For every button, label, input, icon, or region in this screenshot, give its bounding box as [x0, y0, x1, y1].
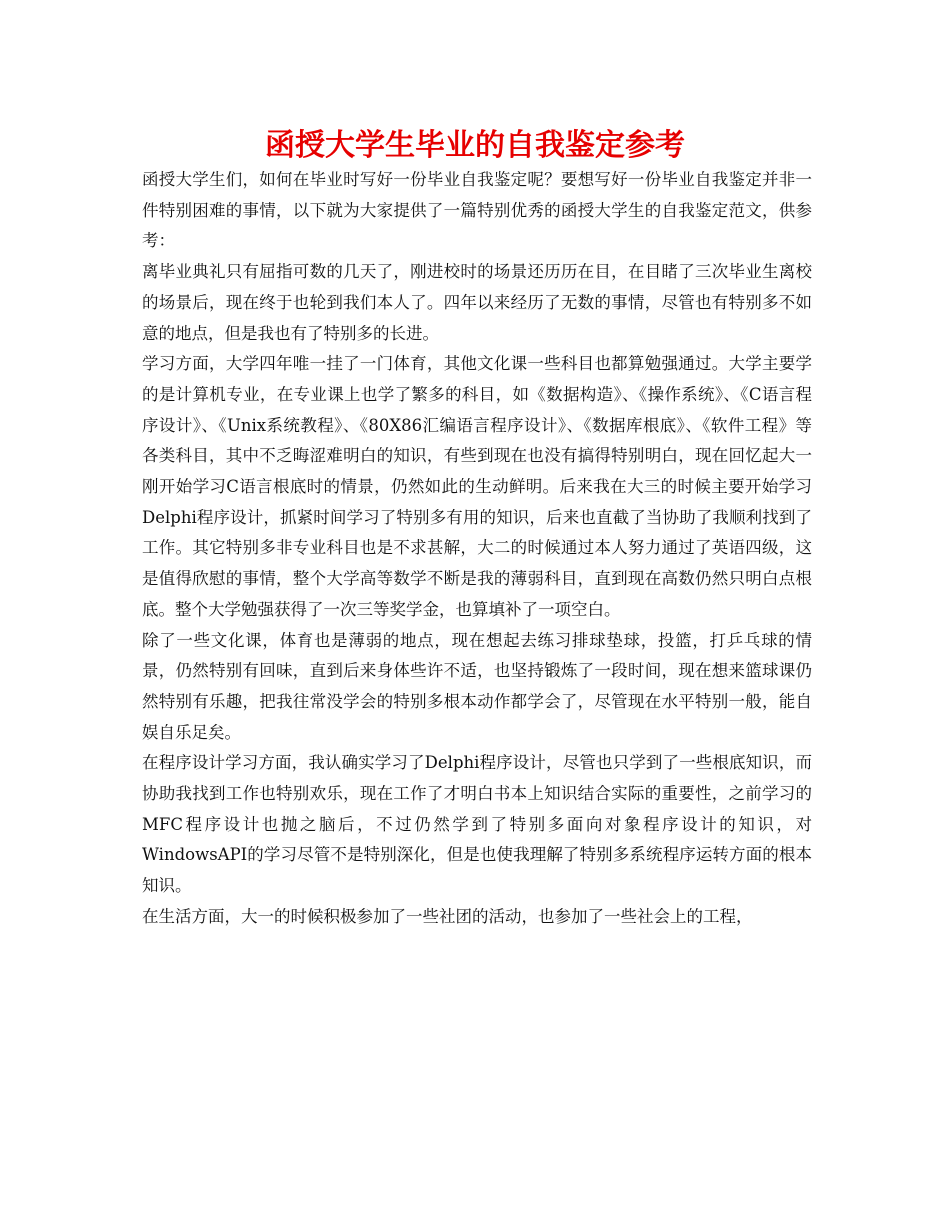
paragraph-study: 学习方面，大学四年唯一挂了一门体育，其他文化课一些科目也都算勉强通过。大学主要学的是计算机专业，在专业课上也学了繁多的科目，如《数据构造》、《操作系统》、《C语言程序设计》、《Unix系统教程》、《80X86汇编语言程序设计》、《数据库根底》、《软件工程》等各类科目，其中不乏晦涩难明白的知识，有些到现在也没有搞得特别明白，现在回忆起大一刚开始学习C语言根底时的情景，仍然如此的生动鲜明。后来我在大三的时候主要开始学习Delphi程序设计，抓紧时间学习了特别多有用的知识，后来也直截了当协助了我顺利找到了工作。其它特别多非专业科目也是不求甚解，大二的时候通过本人努力通过了英语四级，这是值得欣慰的事情，整个大学高等数学不断是我的薄弱科目，直到现在高数仍然只明白点根底。整个大学勉强获得了一次三等奖学金，也算填补了一项空白。 — [142, 354, 812, 619]
paragraph-sports: 除了一些文化课，体育也是薄弱的地点，现在想起去练习排球垫球，投篮，打乒乓球的情景，仍然特别有回味，直到后来身体些许不适，也坚持锻炼了一段时间，现在想来篮球课仍然特别有乐趣，把我往常没学会的特别多根本动作都学会了，尽管现在水平特别一般，能自娱自乐足矣。 — [142, 630, 812, 742]
document-body — [142, 165, 812, 933]
paragraph-life: 在生活方面，大一的时候积极参加了一些社团的活动，也参加了一些社会上的工程， — [142, 906, 753, 926]
paragraph-graduation: 离毕业典礼只有屈指可数的几天了，刚进校时的场景还历历在目，在目睹了三次毕业生离校的场景后，现在终于也轮到我们本人了。四年以来经历了无数的事情，尽管也有特别多不如意的地点，但是我也有了特别多的长进。 — [142, 262, 812, 343]
paragraph-intro: 函授大学生们，如何在毕业时写好一份毕业自我鉴定呢？要想写好一份毕业自我鉴定并非一件特别困难的事情，以下就为大家提供了一篇特别优秀的函授大学生的自我鉴定范文，供参考： — [142, 170, 812, 251]
document-title: 函授大学生毕业的自我鉴定参考 — [265, 128, 685, 163]
paragraph-programming: 在程序设计学习方面，我认确实学习了Delphi程序设计，尽管也只学到了一些根底知识，而协助我找到工作也特别欢乐，现在工作了才明白书本上知识结合实际的重要性，之前学习的MFC程序设计也抛之脑后，不过仍然学到了特别多面向对象程序设计的知识，对WindowsAPI的学习尽管不是特别深化，但是也使我理解了特别多系统程序运转方面的根本知识。 — [142, 753, 812, 896]
